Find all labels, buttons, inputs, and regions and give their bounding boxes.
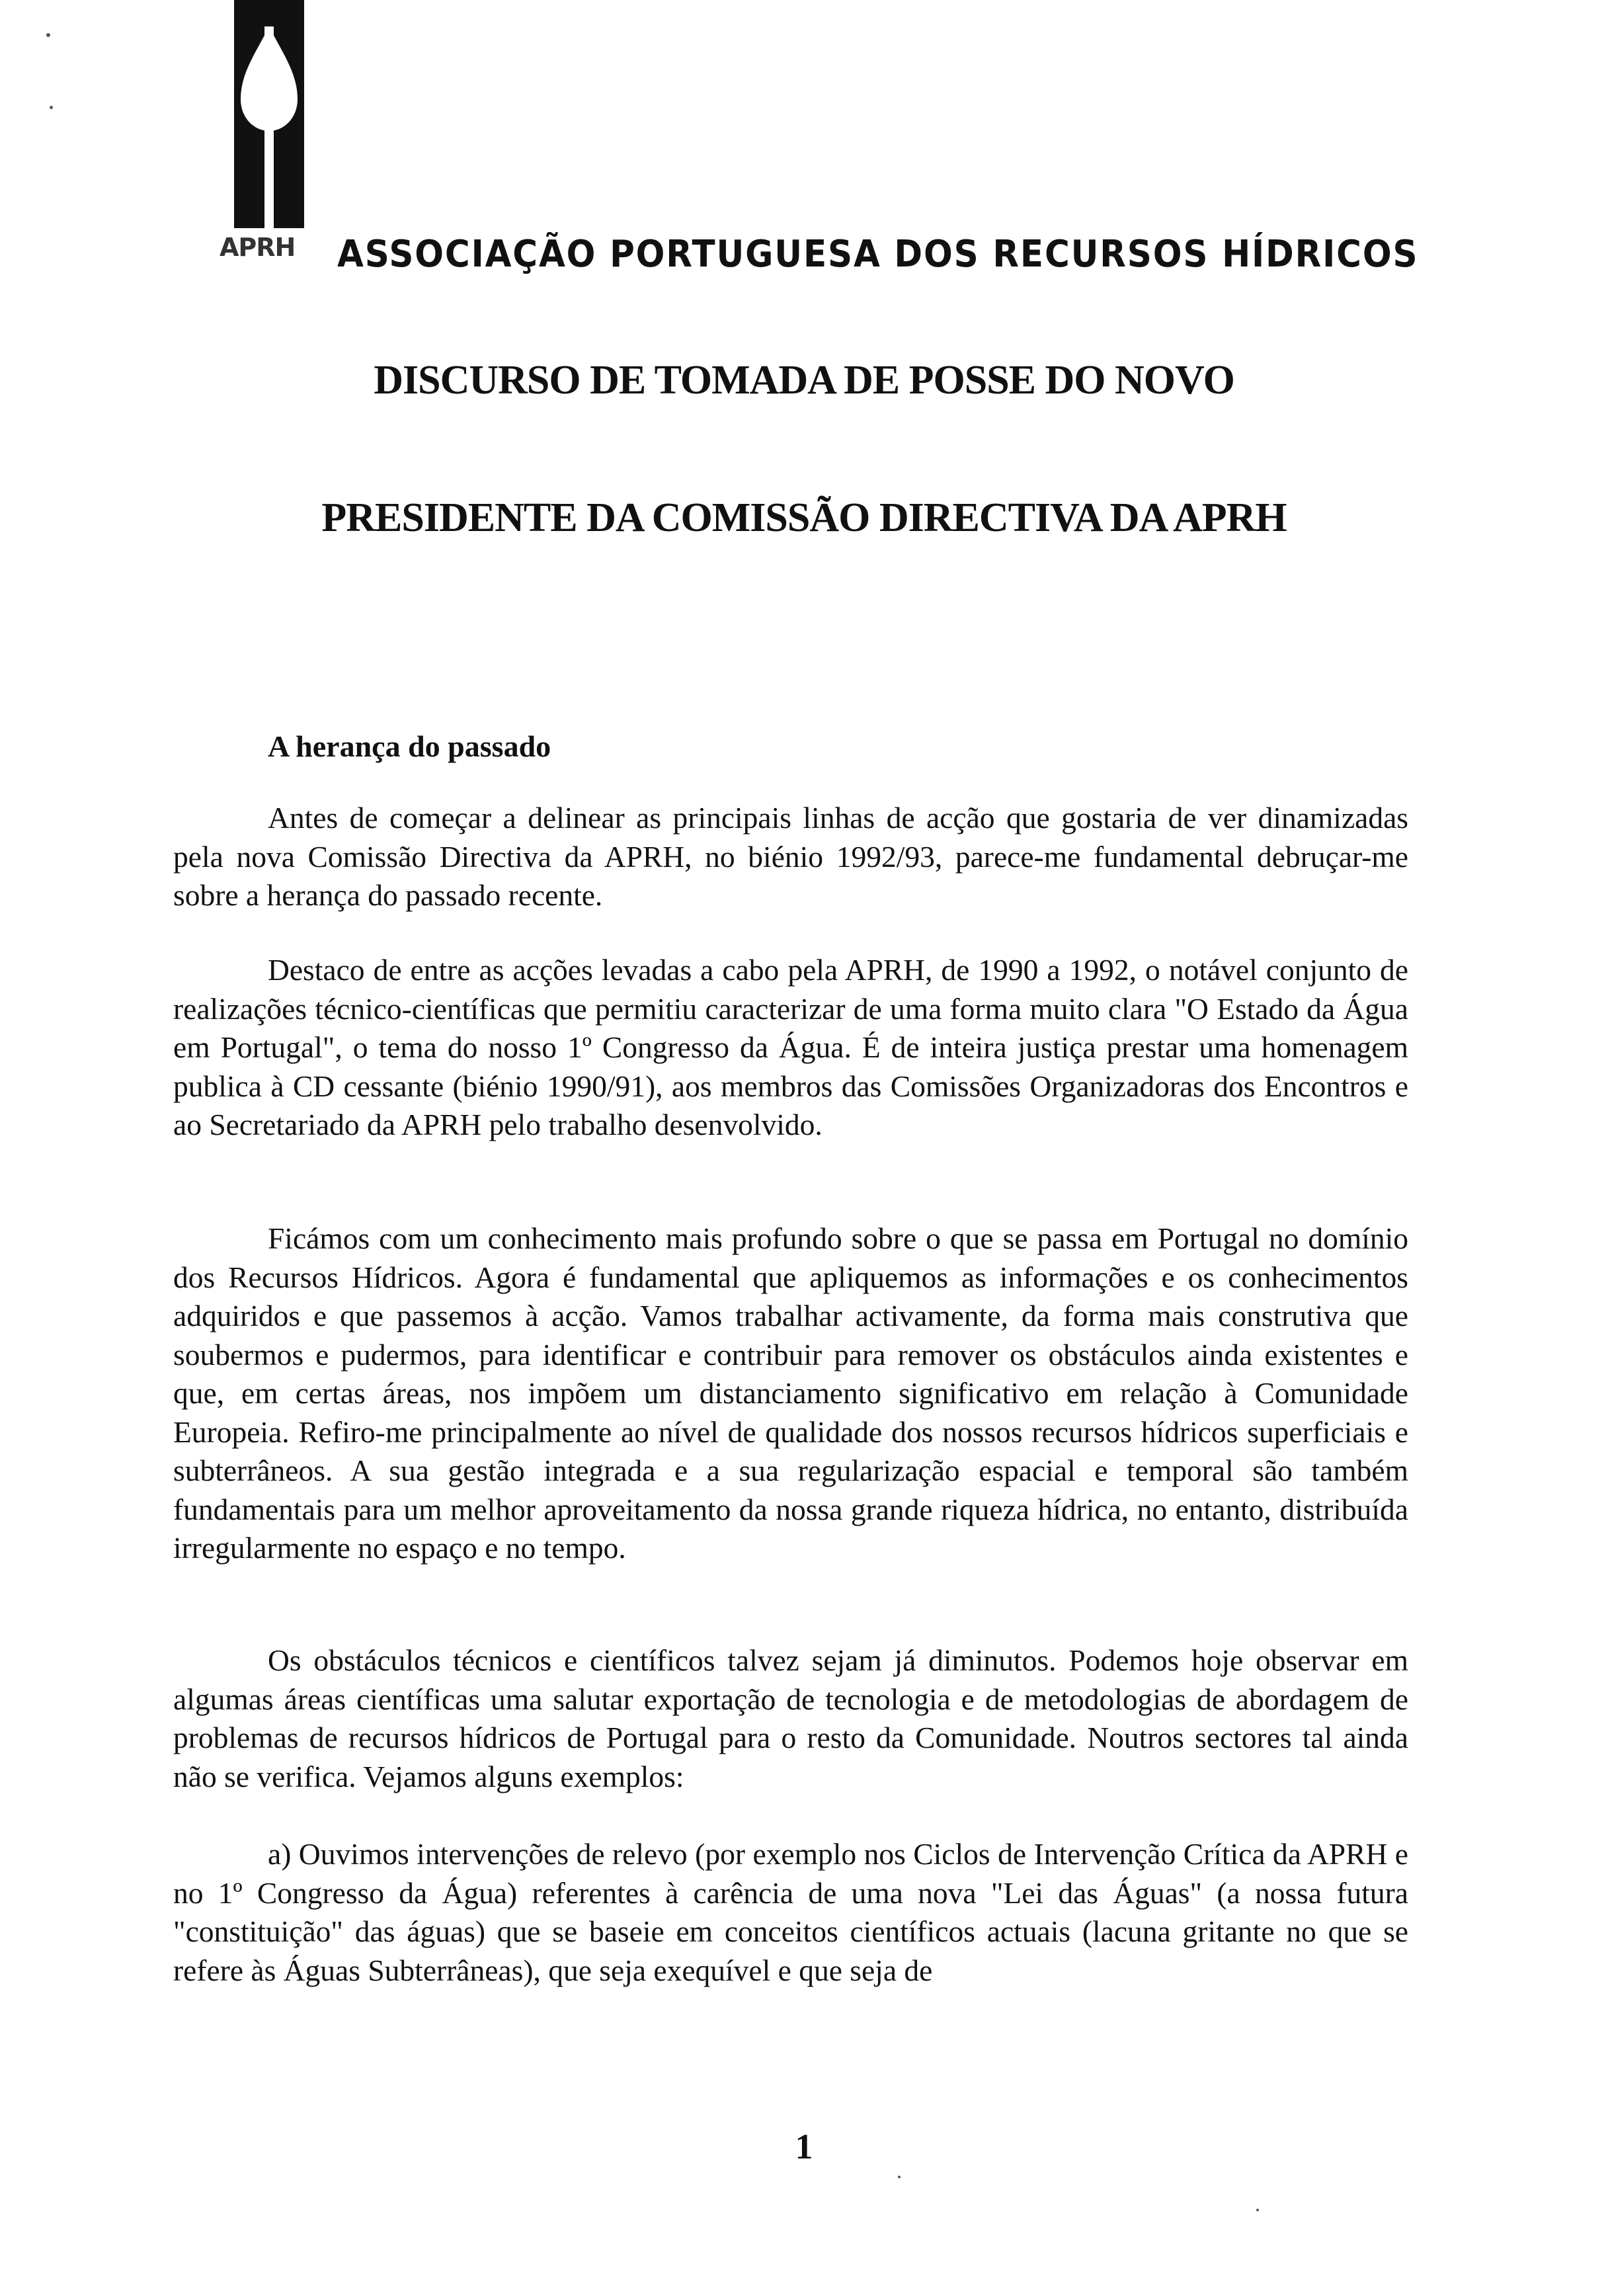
scan-speck — [46, 33, 50, 37]
organization-name: ASSOCIAÇÃO PORTUGUESA DOS RECURSOS HÍDRICOS — [337, 233, 1419, 276]
scan-speck — [50, 106, 53, 109]
document-title-line-1: DISCURSO DE TOMADA DE POSSE DO NOVO — [374, 358, 1234, 403]
page-number: 1 — [795, 2127, 813, 2166]
section-heading: A herança do passado — [268, 729, 551, 763]
water-drop-logo-icon — [220, 0, 319, 238]
scan-speck — [898, 2176, 901, 2178]
paragraph-2: Destaco de entre as acções levadas a cabo pela APRH, de 1990 a 1992, o notável conjunto de realizações técnico-científicas que permitiu caracterizar de uma forma muito clara "O Estado da Água em Portugal", o tema do nosso 1º Congresso da Água. É de inteira justiça prestar uma homenagem publica à CD cessante (biénio 1990/91), aos membros das Comissões Organizadoras dos Encontros e ao Secretariado da APRH pelo trabalho desenvolvido. — [173, 953, 1408, 1141]
aprh-logo — [220, 0, 319, 274]
paragraph-3: Ficámos com um conhecimento mais profundo sobre o que se passa em Portugal no domínio dos Recursos Hídricos. Agora é fundamental que apliquemos as informações e os conhecimentos adquiridos e que passemos à acção. Vamos trabalhar activamente, da forma mais construtiva que soubermos e pudermos, para identificar e contribuir para remover os obstáculos ainda existentes e que, em certas áreas, nos impõem um distanciamento significativo em relação à Comunidade Europeia. Refiro-me principalmente ao nível de qualidade dos nossos recursos hídricos superficiais e subterrâneos. A sua gestão integrada e a sua regularização espacial e temporal são também fundamentais para um melhor aproveitamento da nossa grande riqueza hídrica, no entanto, distribuída irregularmente no espaço e no tempo. — [173, 1221, 1408, 1565]
scan-speck — [1256, 2209, 1259, 2211]
document-title-line-2: PRESIDENTE DA COMISSÃO DIRECTIVA DA APRH — [321, 495, 1287, 540]
paragraph-1: Antes de começar a delinear as principais linhas de acção que gostaria de ver dinamizadas pela nova Comissão Directiva da APRH, no biénio 1992/93, parece-me fundamental debruçar-me sobre a herança do passado recente. — [173, 801, 1408, 912]
paragraph-4: Os obstáculos técnicos e científicos talvez sejam já diminutos. Podemos hoje observar em algumas áreas científicas uma salutar exportação de tecnologia e de metodologias de abordagem de problemas de recursos hídricos de Portugal para o resto da Comunidade. Noutros sectores tal ainda não se verifica. Vejamos alguns exemplos: — [173, 1643, 1408, 1793]
logo-abbreviation: APRH — [220, 233, 296, 262]
paragraph-5: a) Ouvimos intervenções de relevo (por exemplo nos Ciclos de Intervenção Crítica da APRH e no 1º Congresso da Água) referentes à carência de uma nova "Lei das Águas" (a nossa futura "constituição" das águas) que se baseie em conceitos científicos actuais (lacuna gritante no que se refere às Águas Subterrâneas), que seja exequível e que seja de — [173, 1837, 1408, 1987]
